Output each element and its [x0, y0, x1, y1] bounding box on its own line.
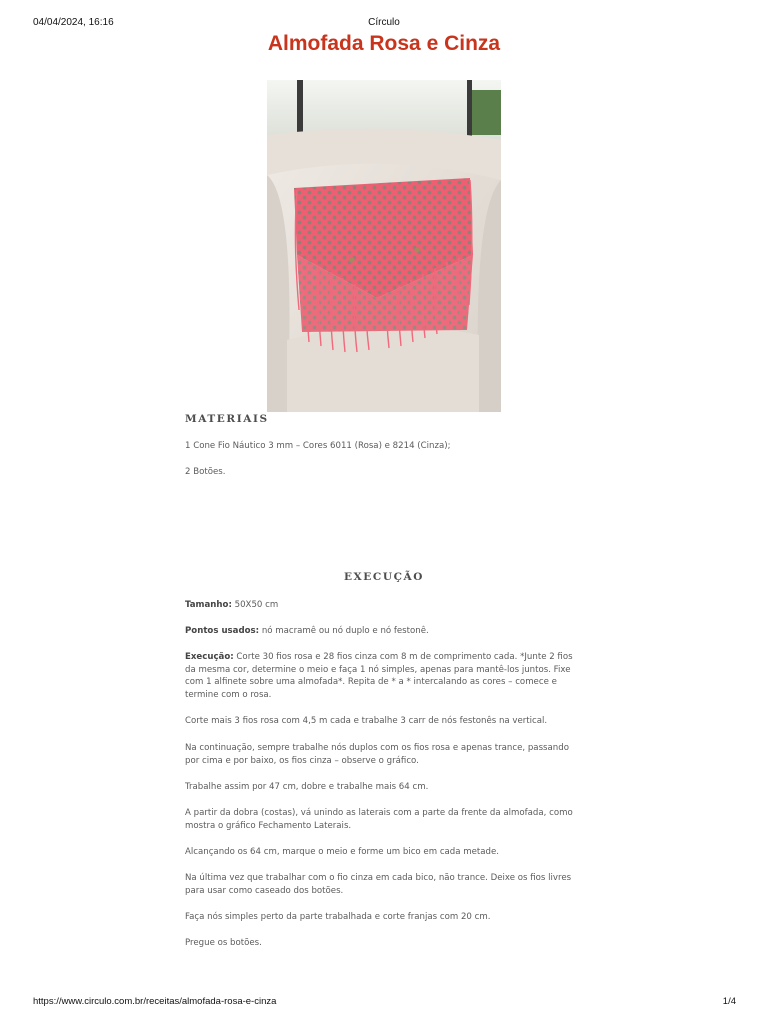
step-paragraph: A partir da dobra (costas), vá unindo as laterais com a parte da frente da almofada, como mostra o gráfico Fechamento Laterais.: [185, 808, 573, 831]
stitches-value: nó macramê ou nó duplo e nó festonê.: [259, 626, 429, 636]
step-paragraph: Na continuação, sempre trabalhe nós duplos com os fios rosa e apenas trance, passando por cima e por baixo, os fios cinza – observe o gráfico.: [185, 743, 569, 766]
step-paragraph: Faça nós simples perto da parte trabalhada e corte franjas com 20 cm.: [185, 912, 491, 922]
execution-heading: EXECUÇÃO: [343, 571, 425, 583]
print-footer-page-number: 1/4: [722, 996, 736, 1007]
print-header-datetime: 04/04/2024, 16:16: [33, 17, 114, 28]
step-paragraph: Alcançando os 64 cm, marque o meio e forme um bico em cada metade.: [185, 847, 500, 857]
pillow-photo: [267, 80, 501, 412]
step-paragraph: Na última vez que trabalhar com o fio cinza em cada bico, não trance. Deixe os fios livres para usar como caseado dos botões.: [185, 873, 572, 896]
print-header-site: Círculo: [368, 17, 400, 28]
step-paragraph: Corte mais 3 fios rosa com 4,5 m cada e trabalhe 3 carr de nós festonês na vertical.: [185, 716, 548, 726]
stitches-label: Pontos usados:: [185, 626, 260, 636]
print-footer-url: https://www.circulo.com.br/receitas/almofada-rosa-e-cinza: [33, 996, 277, 1007]
materials-heading: MATERIAIS: [185, 413, 269, 425]
page-title: Almofada Rosa e Cinza: [267, 32, 501, 55]
stitches-line: [185, 625, 585, 638]
execution-paragraph: [185, 651, 585, 701]
materials-item: 1 Cone Fio Náutico 3 mm – Cores 6011 (Rosa) e 8214 (Cinza);: [185, 441, 451, 451]
execution-label: Execução:: [185, 652, 234, 662]
size-value: 50X50 cm: [231, 600, 279, 610]
execution-value: Corte 30 fios rosa e 28 fios cinza com 8 m de comprimento cada. *Junte 2 fios da mesma cor, determine o meio e faça 1 nó simples, apenas para mantê-los juntos. Fixe com 1 alfinete sobre uma almofada*. Repita de * a * intercalando as cores – comece e termine com o rosa.: [185, 652, 573, 700]
size-line: [185, 599, 585, 612]
pillow-photo-illustration: [267, 80, 501, 412]
step-paragraph: Pregue os botões.: [185, 938, 262, 948]
size-label: Tamanho:: [185, 600, 232, 610]
step-paragraph: Trabalhe assim por 47 cm, dobre e trabalhe mais 64 cm.: [185, 782, 429, 792]
materials-item: 2 Botões.: [185, 467, 226, 477]
